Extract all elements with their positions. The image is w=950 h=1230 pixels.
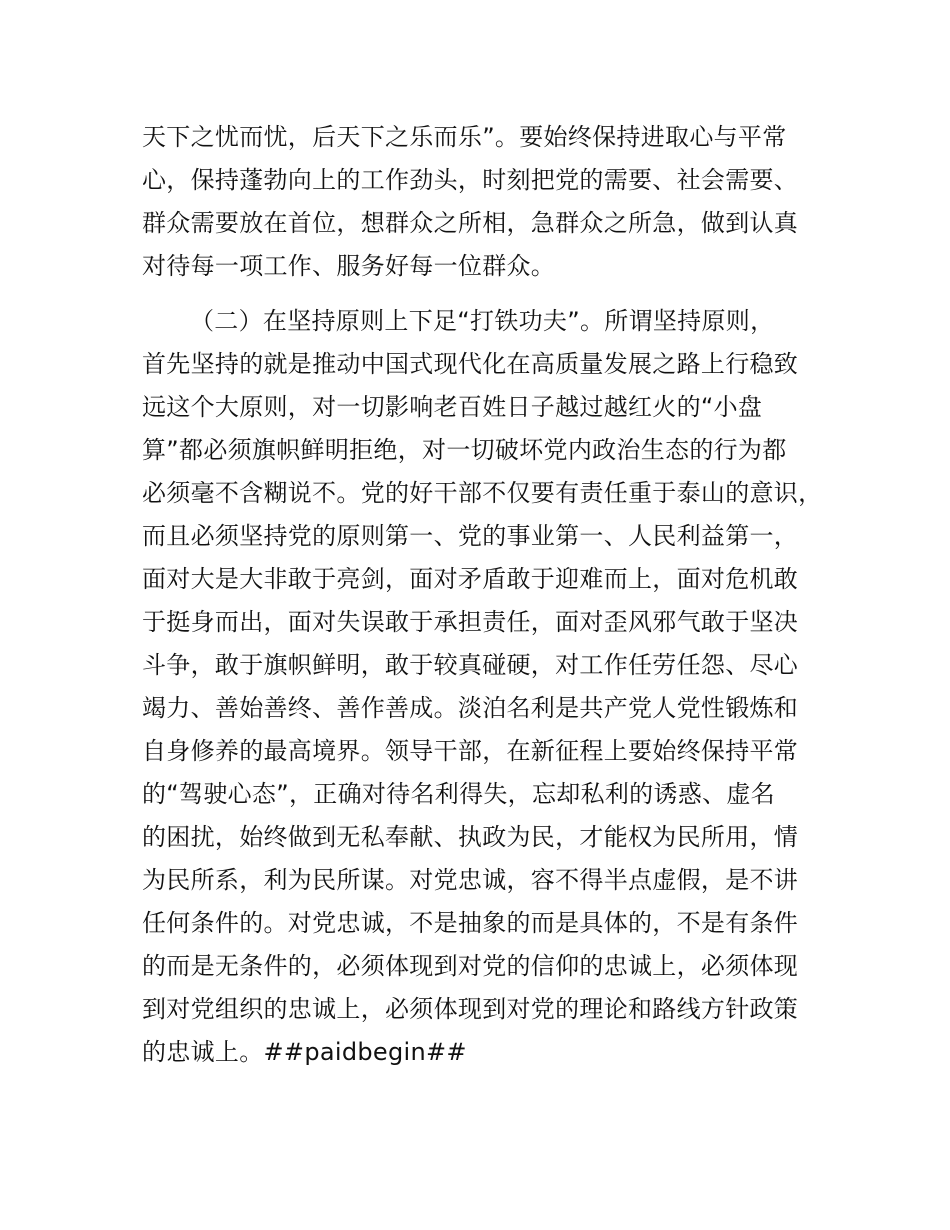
- text-line: 远这个大原则，对一切影响老百姓日子越过越红火的“小盘: [142, 393, 763, 421]
- text-line: 自身修养的最高境界。领导干部，在新征程上要始终保持平常: [142, 737, 799, 765]
- text-line: 为民所系，利为民所谋。对党忠诚，容不得半点虚假，是不讲: [142, 866, 799, 894]
- text-line: 而且必须坚持党的原则第一、党的事业第一、人民利益第一，: [142, 522, 799, 550]
- text-line: 到对党组织的忠诚上，必须体现到对党的理论和路线方针政策: [142, 995, 799, 1023]
- text-line: 天下之忧而忧，后天下之乐而乐”。要始终保持进取心与平常: [142, 123, 787, 151]
- text-line: 斗争，敢于旗帜鲜明，敢于较真碰硬，对工作任劳任怨、尽心: [142, 651, 799, 679]
- text-line: 竭力、善始善终、善作善成。淡泊名利是共产党人党性锻炼和: [142, 694, 799, 722]
- text-line: 面对大是大非敢于亮剑，面对矛盾敢于迎难而上，面对危机敢: [142, 565, 799, 593]
- text-line: 于挺身而出，面对失误敢于承担责任，面对歪风邪气敢于坚决: [142, 608, 799, 636]
- text-line: 首先坚持的就是推动中国式现代化在高质量发展之路上行稳致: [142, 350, 799, 378]
- text-line: 任何条件的。对党忠诚，不是抽象的而是具体的，不是有条件: [142, 909, 799, 937]
- text-line: 对待每一项工作、服务好每一位群众。: [142, 252, 556, 280]
- text-line: 算”都必须旗帜鲜明拒绝，对一切破坏党内政治生态的行为都: [142, 436, 787, 464]
- text-line: 的困扰，始终做到无私奉献、执政为民，才能权为民所用，情: [142, 823, 799, 851]
- text-line: 必须毫不含糊说不。党的好干部不仅要有责任重于泰山的意识，: [142, 479, 823, 507]
- section-heading-line: （二）在坚持原则上下足“打铁功夫”。所谓坚持原则，: [190, 307, 775, 335]
- text-line: 的忠诚上。##paidbegin##: [142, 1038, 467, 1066]
- text-line: 的而是无条件的，必须体现到对党的信仰的忠诚上，必须体现: [142, 952, 799, 980]
- text-line: 心，保持蓬勃向上的工作劲头，时刻把党的需要、社会需要、: [142, 166, 799, 194]
- text-line: 的“驾驶心态”，正确对待名利得失，忘却私利的诱惑、虚名: [142, 780, 775, 808]
- text-line: 群众需要放在首位，想群众之所相，急群众之所急，做到认真: [142, 209, 799, 237]
